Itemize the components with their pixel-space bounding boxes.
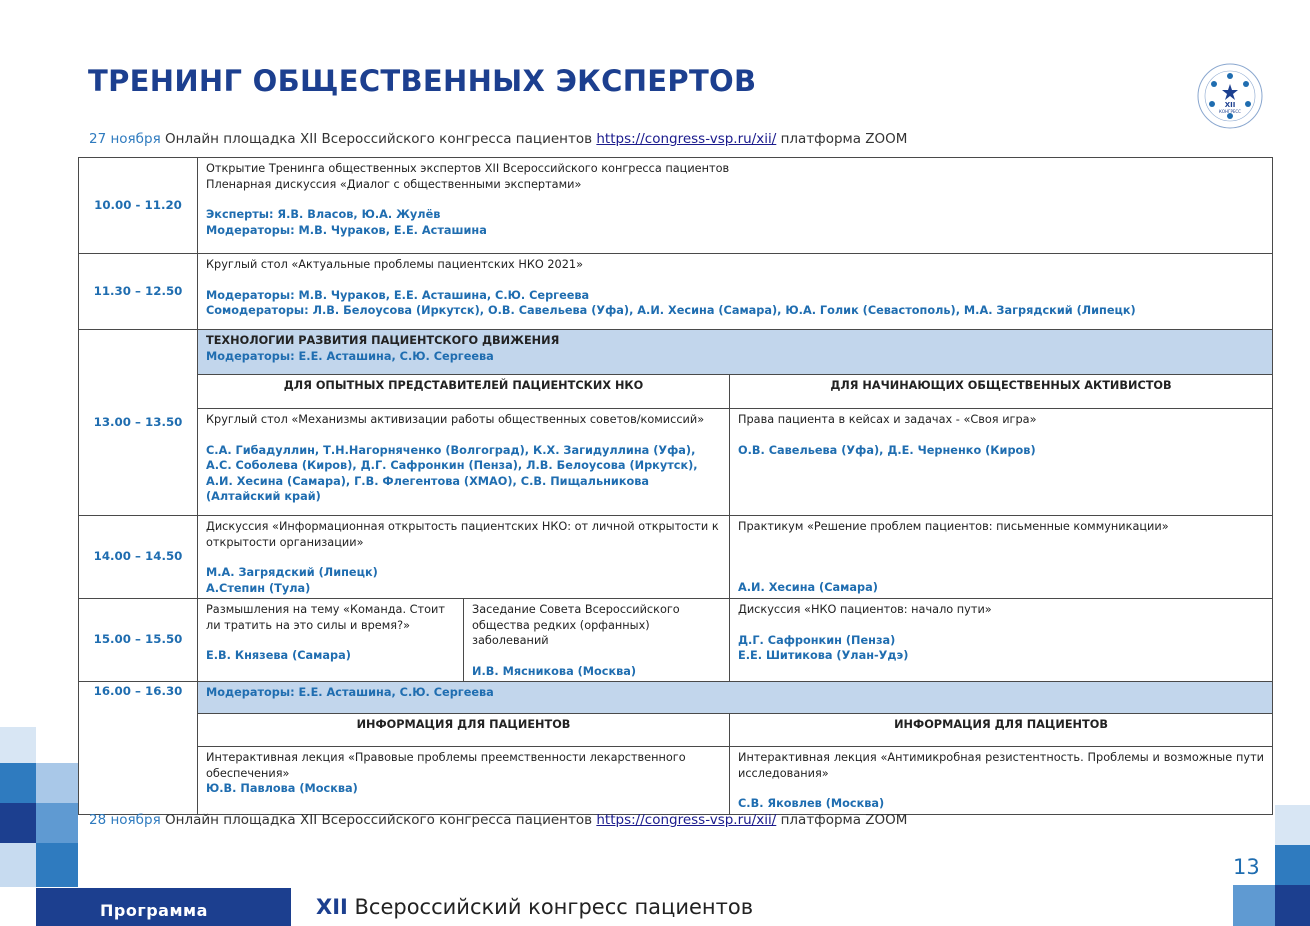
session-title: Круглый стол «Актуальные проблемы пациентских НКО 2021» — [206, 258, 583, 271]
session-a — [198, 599, 464, 682]
column-header-left: ИНФОРМАЦИЯ ДЛЯ ПАЦИЕНТОВ — [198, 714, 730, 747]
session-right — [730, 747, 1273, 815]
track-title: ТЕХНОЛОГИИ РАЗВИТИЯ ПАЦИЕНТСКОГО ДВИЖЕНИЯ — [206, 334, 560, 347]
table-row — [79, 254, 1273, 330]
session-title: Интерактивная лекция «Антимикробная резистентность. Проблемы и возможные пути исследования» — [738, 751, 1265, 780]
session-time: 13.00 – 13.50 — [79, 330, 198, 516]
session-speaker: С.В. Яковлев (Москва) — [738, 797, 885, 810]
session-title: Дискуссия «НКО пациентов: начало пути» — [738, 603, 992, 616]
session-speaker: Д.Г. Сафронкин (Пенза) — [738, 633, 896, 647]
session-left — [198, 747, 730, 815]
session-speaker: А.И. Хесина (Самара) — [738, 580, 878, 594]
session-title: Заседание Совета Всероссийского общества редких (орфанных) заболеваний — [472, 603, 680, 647]
session-speakers: О.В. Савельева (Уфа), Д.Е. Черненко (Киров) — [738, 443, 1036, 457]
footer-title — [316, 895, 753, 919]
session-c — [730, 599, 1273, 682]
session-speakers: С.А. Гибадуллин, Т.Н.Нагорняченко (Волгоград), К.Х. Загидуллина (Уфа), А.С. Соболева (Киров), Д.Г. Сафронкин (Пенза), Л.В. Белоусова (Иркутск), А.И. Хесина (Самара), Г.В. Флегентова (ХМАО), С.В. Пищальникова (Алтайский край) — [206, 443, 698, 503]
session-time: 16.00 – 16.30 — [79, 682, 198, 815]
table-row — [79, 409, 1273, 516]
session-right — [730, 409, 1273, 516]
session-moderators: Модераторы: М.В. Чураков, Е.Е. Асташина, С.Ю. Сергеева — [206, 288, 590, 302]
session-speaker: И.В. Мясникова (Москва) — [472, 664, 637, 678]
session-title: Права пациента в кейсах и задачах - «Своя игра» — [738, 413, 1037, 426]
session-time: 14.00 – 14.50 — [79, 516, 198, 599]
page-title: ТРЕНИНГ ОБЩЕСТВЕННЫХ ЭКСПЕРТОВ — [88, 64, 757, 98]
footer-label: Программа — [100, 901, 208, 920]
track-band — [198, 330, 1273, 375]
column-header-left: ДЛЯ ОПЫТНЫХ ПРЕДСТАВИТЕЛЕЙ ПАЦИЕНТСКИХ НКО — [198, 375, 730, 409]
session-content — [198, 254, 1273, 330]
session-comoderators: Сомодераторы: Л.В. Белоусова (Иркутск), О.В. Савельева (Уфа), А.И. Хесина (Самара), Ю.А. Голик (Севастополь), М.А. Загрядский (Липецк) — [206, 304, 1136, 317]
session-title: Круглый стол «Механизмы активизации работы общественных советов/комиссий» — [206, 413, 705, 426]
session-right — [730, 516, 1273, 599]
svg-text:КОНГРЕСС: КОНГРЕСС — [1219, 109, 1241, 114]
session-speaker: Е.Е. Шитикова (Улан-Удэ) — [738, 649, 909, 662]
svg-text:XII: XII — [1224, 101, 1236, 109]
day1-date: 27 ноября — [89, 131, 161, 147]
session-time: 11.30 – 12.50 — [79, 254, 198, 330]
day2-line — [89, 812, 907, 828]
day1-line — [89, 131, 907, 147]
session-experts: Эксперты: Я.В. Власов, Ю.А. Жулёв — [206, 208, 441, 221]
congress-logo-icon — [1196, 62, 1264, 130]
day1-link[interactable]: https://congress-vsp.ru/xii/ — [596, 131, 777, 147]
session-moderators: Модераторы: М.В. Чураков, Е.Е. Асташина — [206, 223, 487, 237]
table-row — [79, 747, 1273, 815]
session-speaker: А.Степин (Тула) — [206, 581, 311, 595]
session-title: Дискуссия «Информационная открытость пациентских НКО: от личной открытости к открытости организации» — [206, 520, 719, 549]
session-b — [464, 599, 730, 682]
session-time: 15.00 – 15.50 — [79, 599, 198, 682]
table-row — [79, 375, 1273, 409]
day1-suffix: платформа ZOOM — [776, 131, 908, 147]
session-speaker: Е.В. Князева (Самара) — [206, 649, 351, 662]
table-row — [79, 158, 1273, 254]
track-band — [198, 682, 1273, 714]
page-number: 13 — [1233, 855, 1260, 879]
day1-text: Онлайн площадка XII Всероссийского конгресса пациентов — [160, 131, 597, 147]
footer-title-text: Всероссийский конгресс пациентов — [347, 895, 754, 919]
session-speaker: Ю.В. Павлова (Москва) — [206, 782, 358, 795]
session-title: Интерактивная лекция «Правовые проблемы преемственности лекарственного обеспечения» — [206, 751, 686, 780]
day2-date: 28 ноября — [89, 812, 161, 828]
day2-suffix: платформа ZOOM — [776, 812, 908, 828]
session-title: Размышления на тему «Команда. Стоит ли тратить на это силы и время?» — [206, 603, 445, 632]
footer-roman: XII — [316, 895, 348, 919]
session-subtitle: Пленарная дискуссия «Диалог с общественными экспертами» — [206, 177, 582, 191]
table-row — [79, 599, 1273, 682]
column-header-right: ИНФОРМАЦИЯ ДЛЯ ПАЦИЕНТОВ — [730, 714, 1273, 747]
column-header-right: ДЛЯ НАЧИНАЮЩИХ ОБЩЕСТВЕННЫХ АКТИВИСТОВ — [730, 375, 1273, 409]
session-content — [198, 158, 1273, 254]
day2-text: Онлайн площадка XII Всероссийского конгресса пациентов — [160, 812, 597, 828]
session-speaker: М.А. Загрядский (Липецк) — [206, 566, 378, 579]
session-time: 10.00 - 11.20 — [79, 158, 198, 254]
session-left — [198, 516, 730, 599]
table-row — [79, 330, 1273, 375]
table-row — [79, 516, 1273, 599]
table-row — [79, 714, 1273, 747]
track-moderators: Модераторы: Е.Е. Асташина, С.Ю. Сергеева — [206, 686, 494, 699]
day2-link[interactable]: https://congress-vsp.ru/xii/ — [596, 812, 777, 828]
track-moderators: Модераторы: Е.Е. Асташина, С.Ю. Сергеева — [206, 349, 494, 363]
table-row — [79, 682, 1273, 714]
session-title: Открытие Тренинга общественных экспертов XII Всероссийского конгресса пациентов — [206, 162, 730, 175]
session-title: Практикум «Решение проблем пациентов: письменные коммуникации» — [738, 520, 1169, 533]
schedule-table — [78, 157, 1273, 815]
session-left — [198, 409, 730, 516]
